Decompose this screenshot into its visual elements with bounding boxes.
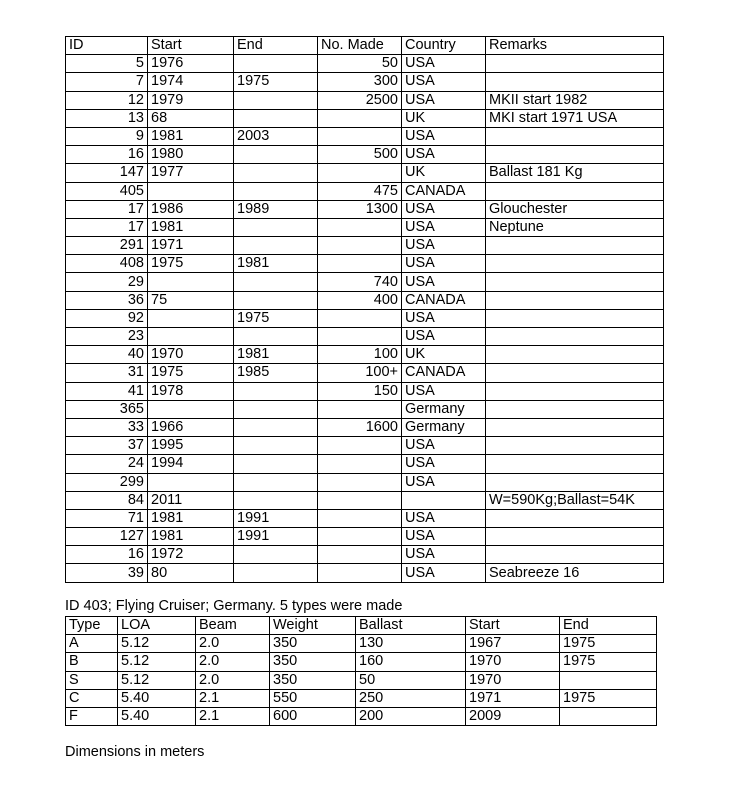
table-cell: 17 [66, 200, 148, 218]
table-cell [486, 418, 664, 436]
table-row [66, 455, 664, 473]
table-cell [560, 707, 657, 725]
table-cell: 36 [66, 291, 148, 309]
table-row [66, 509, 664, 527]
table-cell: USA [402, 546, 486, 564]
table-cell: USA [402, 73, 486, 91]
table-cell [234, 109, 318, 127]
table-cell: 71 [66, 509, 148, 527]
table-cell: 1995 [148, 437, 234, 455]
column-header: Weight [270, 617, 356, 635]
table-cell [234, 418, 318, 436]
table-row [66, 653, 657, 671]
table-cell [318, 437, 402, 455]
table-cell: 1975 [560, 635, 657, 653]
table-cell: 50 [318, 55, 402, 73]
table-cell [234, 491, 318, 509]
table-row [66, 182, 664, 200]
table-cell: 400 [318, 291, 402, 309]
table-cell [234, 164, 318, 182]
table-row [66, 91, 664, 109]
table-row [66, 546, 664, 564]
table-row [66, 400, 664, 418]
table-cell: 200 [356, 707, 466, 725]
table-cell: 1971 [148, 237, 234, 255]
column-header: Remarks [486, 37, 664, 55]
table-cell [318, 237, 402, 255]
table-cell: B [66, 653, 118, 671]
table-cell [234, 218, 318, 236]
table-cell [318, 109, 402, 127]
table-cell: 250 [356, 689, 466, 707]
table-cell [486, 182, 664, 200]
table-cell [560, 671, 657, 689]
table-row [66, 564, 664, 582]
table-cell: 16 [66, 546, 148, 564]
table-cell [318, 328, 402, 346]
table-cell: 1975 [560, 689, 657, 707]
table-cell: 13 [66, 109, 148, 127]
table-cell: 50 [356, 671, 466, 689]
table-row [66, 364, 664, 382]
table-cell: 23 [66, 328, 148, 346]
table-cell: MKI start 1971 USA [486, 109, 664, 127]
types-table [65, 616, 657, 726]
table-cell: 500 [318, 146, 402, 164]
table-cell: UK [402, 164, 486, 182]
table-cell [318, 400, 402, 418]
table-cell [148, 473, 234, 491]
table-cell: 5.12 [118, 653, 196, 671]
table-cell: 1970 [148, 346, 234, 364]
table-row [66, 164, 664, 182]
table-cell [486, 346, 664, 364]
table-cell: 365 [66, 400, 148, 418]
table-cell: 1967 [466, 635, 560, 653]
table-cell [486, 255, 664, 273]
table-row [66, 309, 664, 327]
table-cell: 2003 [234, 127, 318, 145]
table-cell: F [66, 707, 118, 725]
table-cell [234, 182, 318, 200]
table-cell: USA [402, 200, 486, 218]
table-row [66, 255, 664, 273]
production-table-header [66, 37, 664, 55]
table-cell: 2.0 [196, 653, 270, 671]
column-header: No. Made [318, 37, 402, 55]
table-cell [234, 564, 318, 582]
table-row [66, 689, 657, 707]
table-row [66, 200, 664, 218]
table-cell: USA [402, 382, 486, 400]
table-cell [234, 55, 318, 73]
table-cell: UK [402, 346, 486, 364]
table-cell [318, 455, 402, 473]
table-cell: 1981 [148, 509, 234, 527]
table-cell [318, 309, 402, 327]
table-cell: 1966 [148, 418, 234, 436]
table-cell: Glouchester [486, 200, 664, 218]
table-cell [148, 273, 234, 291]
table-cell: 1978 [148, 382, 234, 400]
table-cell: Seabreeze 16 [486, 564, 664, 582]
table-cell [234, 273, 318, 291]
table-cell: 1986 [148, 200, 234, 218]
table-cell: Ballast 181 Kg [486, 164, 664, 182]
table-cell: 2.1 [196, 707, 270, 725]
table-cell [318, 164, 402, 182]
table-cell [486, 364, 664, 382]
table-cell: 5.12 [118, 671, 196, 689]
table-cell [318, 218, 402, 236]
table-cell: 16 [66, 146, 148, 164]
table-cell [234, 328, 318, 346]
column-header: Country [402, 37, 486, 55]
table-cell: 600 [270, 707, 356, 725]
table-cell [486, 400, 664, 418]
table-cell: 9 [66, 127, 148, 145]
table-cell: 1991 [234, 528, 318, 546]
table-cell: C [66, 689, 118, 707]
table-cell [486, 382, 664, 400]
table-cell: 2009 [466, 707, 560, 725]
table-row [66, 491, 664, 509]
table-row [66, 346, 664, 364]
table-cell: Germany [402, 400, 486, 418]
table-row [66, 218, 664, 236]
production-table-body [66, 55, 664, 582]
column-header: ID [66, 37, 148, 55]
table-cell [318, 473, 402, 491]
table-cell: 1974 [148, 73, 234, 91]
table-cell: 2.1 [196, 689, 270, 707]
table-cell: 7 [66, 73, 148, 91]
table-cell [486, 127, 664, 145]
column-header: Start [466, 617, 560, 635]
table-row [66, 73, 664, 91]
table-cell [148, 400, 234, 418]
table-cell [234, 437, 318, 455]
table-cell: 1970 [466, 653, 560, 671]
table-cell: 350 [270, 635, 356, 653]
table-cell: 5.40 [118, 707, 196, 725]
table-row [66, 473, 664, 491]
table-cell [234, 382, 318, 400]
column-header: End [560, 617, 657, 635]
table-cell [234, 455, 318, 473]
table-cell: 350 [270, 653, 356, 671]
table-cell: 17 [66, 218, 148, 236]
table-cell: 1970 [466, 671, 560, 689]
table-cell: 147 [66, 164, 148, 182]
table-cell [318, 564, 402, 582]
table-cell: 29 [66, 273, 148, 291]
table-cell: 1975 [234, 73, 318, 91]
table-cell [486, 273, 664, 291]
table-cell [234, 400, 318, 418]
table-row [66, 635, 657, 653]
table-cell: 1994 [148, 455, 234, 473]
table-row [66, 109, 664, 127]
table-cell: 130 [356, 635, 466, 653]
table-cell: 1989 [234, 200, 318, 218]
table-cell [486, 237, 664, 255]
table-cell: 1981 [234, 346, 318, 364]
table-cell: 350 [270, 671, 356, 689]
table-cell: 300 [318, 73, 402, 91]
table-cell: USA [402, 509, 486, 527]
table-cell: USA [402, 528, 486, 546]
table-cell [318, 528, 402, 546]
table-cell [148, 182, 234, 200]
table-cell [234, 546, 318, 564]
table-cell [318, 491, 402, 509]
table-cell [486, 291, 664, 309]
table-cell: 405 [66, 182, 148, 200]
table-row [66, 418, 664, 436]
table-cell [486, 437, 664, 455]
table-cell: 75 [148, 291, 234, 309]
table-cell: USA [402, 218, 486, 236]
table-cell: 740 [318, 273, 402, 291]
table-cell: 550 [270, 689, 356, 707]
table-cell: USA [402, 328, 486, 346]
table-cell: 1975 [234, 309, 318, 327]
column-header: Beam [196, 617, 270, 635]
table-cell: 33 [66, 418, 148, 436]
table-cell [234, 291, 318, 309]
table-cell: 39 [66, 564, 148, 582]
table-cell: 5 [66, 55, 148, 73]
table-cell: MKII start 1982 [486, 91, 664, 109]
table-cell: 1991 [234, 509, 318, 527]
table-cell [318, 127, 402, 145]
column-header: End [234, 37, 318, 55]
table-cell: 291 [66, 237, 148, 255]
table-row [66, 55, 664, 73]
table-cell: 37 [66, 437, 148, 455]
table-cell: 475 [318, 182, 402, 200]
table-cell [486, 73, 664, 91]
table-row [66, 328, 664, 346]
table-cell: 2011 [148, 491, 234, 509]
table-cell: 1975 [148, 364, 234, 382]
table-cell: 127 [66, 528, 148, 546]
table-cell: 41 [66, 382, 148, 400]
table-row [66, 528, 664, 546]
table-cell: 68 [148, 109, 234, 127]
table-cell: 84 [66, 491, 148, 509]
table-cell [318, 509, 402, 527]
table-row [66, 707, 657, 725]
table-cell [486, 146, 664, 164]
table-cell [234, 146, 318, 164]
table-cell: 1977 [148, 164, 234, 182]
table-cell: 1981 [148, 218, 234, 236]
table-cell: 1971 [466, 689, 560, 707]
table-row [66, 237, 664, 255]
table-cell [148, 328, 234, 346]
table-row [66, 291, 664, 309]
column-header: Type [66, 617, 118, 635]
types-table-header [66, 617, 657, 635]
table-cell [402, 491, 486, 509]
table-cell: 1981 [148, 528, 234, 546]
table-row [66, 437, 664, 455]
table-cell [318, 546, 402, 564]
table-cell: 12 [66, 91, 148, 109]
table-cell: 1985 [234, 364, 318, 382]
table-cell: CANADA [402, 291, 486, 309]
table-cell: 5.40 [118, 689, 196, 707]
table-cell: 24 [66, 455, 148, 473]
table-cell: USA [402, 127, 486, 145]
table-cell [318, 255, 402, 273]
table-cell: 2.0 [196, 635, 270, 653]
table-cell: S [66, 671, 118, 689]
table-cell: 1972 [148, 546, 234, 564]
table-cell: 1981 [234, 255, 318, 273]
table-cell: 100 [318, 346, 402, 364]
table-cell: 1300 [318, 200, 402, 218]
table-cell: 1975 [148, 255, 234, 273]
table-cell: USA [402, 91, 486, 109]
table-cell: 1981 [148, 127, 234, 145]
table-cell: 160 [356, 653, 466, 671]
table-cell [234, 237, 318, 255]
table-cell: 40 [66, 346, 148, 364]
production-table [65, 36, 664, 583]
table-cell [234, 473, 318, 491]
table-cell: 2500 [318, 91, 402, 109]
types-table-body [66, 635, 657, 726]
table-cell [234, 91, 318, 109]
table-row [66, 146, 664, 164]
table-cell [486, 455, 664, 473]
table-cell: 299 [66, 473, 148, 491]
table-cell [486, 309, 664, 327]
table-row [66, 127, 664, 145]
table-cell: A [66, 635, 118, 653]
table-cell: 100+ [318, 364, 402, 382]
table-cell: 1976 [148, 55, 234, 73]
table-cell: CANADA [402, 182, 486, 200]
table-cell: USA [402, 146, 486, 164]
table-cell: 408 [66, 255, 148, 273]
column-header: Ballast [356, 617, 466, 635]
table-cell: 1979 [148, 91, 234, 109]
table-cell: USA [402, 564, 486, 582]
table-cell: 1975 [560, 653, 657, 671]
table-cell: CANADA [402, 364, 486, 382]
table-row [66, 382, 664, 400]
column-header: LOA [118, 617, 196, 635]
table-cell: USA [402, 437, 486, 455]
table-cell: 31 [66, 364, 148, 382]
table-cell: 1600 [318, 418, 402, 436]
table-cell: USA [402, 55, 486, 73]
table-cell: USA [402, 273, 486, 291]
footer-note: Dimensions in meters [65, 744, 205, 760]
table-cell: 1980 [148, 146, 234, 164]
table-cell: W=590Kg;Ballast=54K [486, 491, 664, 509]
table-row [66, 671, 657, 689]
table-cell: USA [402, 255, 486, 273]
table-cell [486, 528, 664, 546]
table-cell: 5.12 [118, 635, 196, 653]
table-cell: 80 [148, 564, 234, 582]
table-cell [486, 55, 664, 73]
column-header: Start [148, 37, 234, 55]
table-cell: USA [402, 455, 486, 473]
table-cell: UK [402, 109, 486, 127]
table-cell: 150 [318, 382, 402, 400]
table-cell: 92 [66, 309, 148, 327]
table-cell [486, 328, 664, 346]
table-cell [148, 309, 234, 327]
table-cell: Neptune [486, 218, 664, 236]
table-cell [486, 509, 664, 527]
table-cell: USA [402, 237, 486, 255]
table-cell: USA [402, 473, 486, 491]
table-cell [486, 473, 664, 491]
table-cell [486, 546, 664, 564]
table-cell: 2.0 [196, 671, 270, 689]
table-cell: Germany [402, 418, 486, 436]
table-cell: USA [402, 309, 486, 327]
types-caption: ID 403; Flying Cruiser; Germany. 5 types were made [65, 598, 403, 614]
table-row [66, 273, 664, 291]
